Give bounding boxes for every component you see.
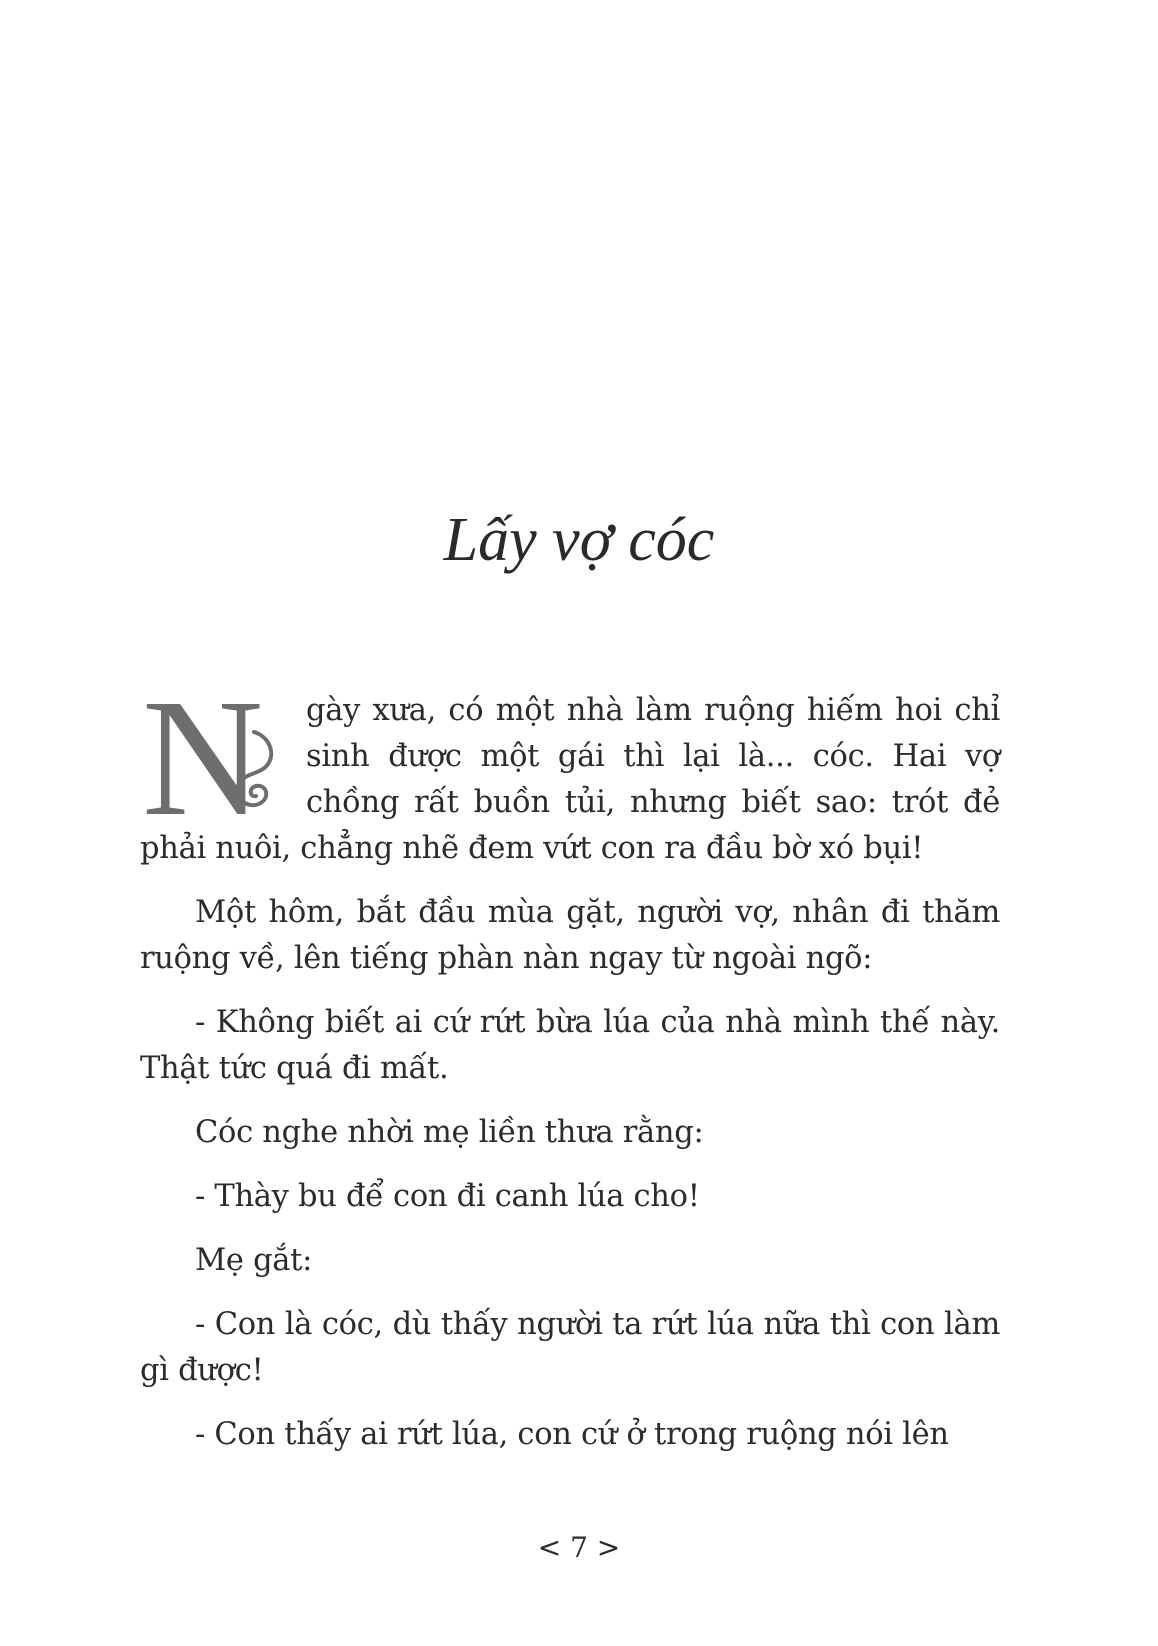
drop-cap-ornament-icon: [136, 692, 304, 820]
page-number: < 7 >: [537, 1531, 621, 1564]
drop-cap-letter: N: [142, 692, 264, 820]
paragraph-8: - Con thấy ai rứt lúa, con cứ ở trong ruộng nói lên: [195, 1417, 949, 1452]
story-body: [140, 688, 1000, 1476]
chapter-title: Lấy vợ cóc: [443, 506, 715, 574]
paragraph-5: - Thày bu để con đi canh lúa cho!: [195, 1179, 700, 1214]
paragraph-1-text: gày xưa, có một nhà làm ruộng hiếm hoi chỉ sinh được một gái thì lại là... cóc. Hai vợ chồng rất buồn tủi, nhưng biết sao: trót đẻ phải nuôi, chẳng nhẽ đem vứt con ra đầu bờ xó bụi!: [140, 693, 1000, 866]
paragraph-4: Cóc nghe nhời mẹ liền thưa rằng:: [195, 1115, 704, 1150]
drop-cap: [136, 692, 304, 820]
paragraph-3: - Không biết ai cứ rứt bừa lúa của nhà mình thế này. Thật tức quá đi mất.: [140, 1005, 1000, 1086]
paragraph-7: - Con là cóc, dù thấy người ta rứt lúa nữa thì con làm gì được!: [140, 1307, 1000, 1388]
paragraph-2: Một hôm, bắt đầu mùa gặt, người vợ, nhân đi thăm ruộng về, lên tiếng phàn nàn ngay từ ngoài ngõ:: [140, 895, 1000, 976]
paragraph-1: [140, 688, 1000, 872]
paragraph-6: Mẹ gắt:: [195, 1243, 313, 1278]
